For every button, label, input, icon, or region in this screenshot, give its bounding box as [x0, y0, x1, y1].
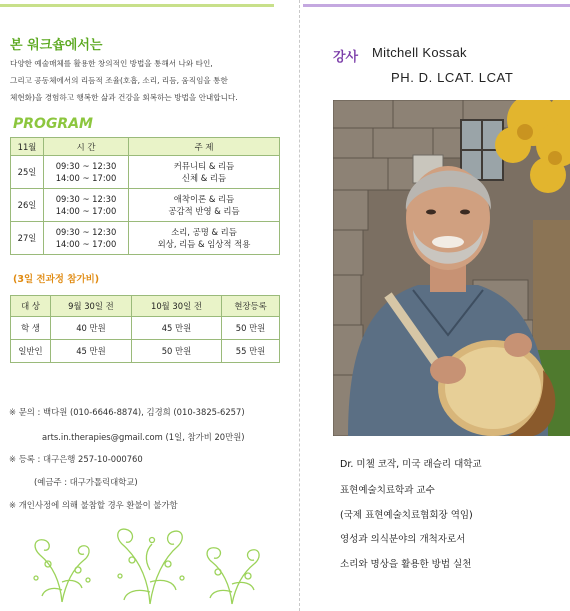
- row-topics: [129, 222, 280, 255]
- intro-line: 다양한 예술매체를 활용한 창의적인 방법을 통해서 나와 타인,: [10, 59, 213, 68]
- header-topic: 주 제: [129, 138, 280, 156]
- refund-info: [9, 499, 178, 511]
- fee-group: 일반인: [11, 340, 51, 363]
- fee-table-header: [11, 296, 280, 317]
- program-table-header: [11, 138, 280, 156]
- row-times: [44, 189, 129, 222]
- row-times: [44, 156, 129, 189]
- fee-table: [10, 295, 280, 363]
- topic: 애착이론 & 리듬: [173, 194, 235, 204]
- register-info: [9, 453, 143, 465]
- table-row: [11, 222, 280, 255]
- program-table: [10, 137, 280, 255]
- header-time: 시 간: [44, 138, 129, 156]
- lecturer-name: Mitchell Kossak: [372, 45, 467, 60]
- program-heading: PROGRAM: [13, 116, 93, 132]
- bio-line: Dr. 미첼 코작, 미국 래슬리 대학교: [340, 459, 482, 470]
- fee-group: 학 생: [11, 317, 51, 340]
- row-day: 26일: [11, 189, 44, 222]
- header-onsite: 현장등록: [222, 296, 280, 317]
- depositor-info: (예금주 : 대구가톨릭대학교): [34, 477, 138, 487]
- workshop-title: 본 워크숍에서는: [10, 38, 103, 53]
- fee-note: (3일 전과정 참가비): [13, 274, 100, 285]
- lecturer-label: 강사: [333, 50, 359, 65]
- fee-cell: 45 만원: [51, 340, 132, 363]
- table-row: [11, 340, 280, 363]
- top-border-left: [0, 4, 274, 7]
- fee-cell: 50 만원: [131, 340, 221, 363]
- topic: 커뮤니티 & 리듬: [173, 161, 235, 171]
- note-mark: ※: [9, 500, 17, 510]
- table-row: [11, 317, 280, 340]
- lecturer-photo-illustration: [333, 100, 570, 436]
- fee-cell: 45 만원: [131, 317, 221, 340]
- row-day: 27일: [11, 222, 44, 255]
- bio-line: 소리와 명상을 활용한 방법 실천: [340, 559, 472, 570]
- register-text: 등록 : 대구은행 257-10-000760: [18, 454, 143, 464]
- topic: 신체 & 리듬: [181, 173, 227, 183]
- time-slot: 14:00 ~ 17:00: [55, 173, 117, 183]
- header-month: 11월: [11, 138, 44, 156]
- intro-line: 체현화)을 경험하고 행복한 삶과 건강을 회복하는 방법을 안내합니다.: [10, 93, 238, 102]
- fee-cell: 50 만원: [222, 317, 280, 340]
- lecturer-degree: PH. D. LCAT. LCAT: [391, 70, 514, 85]
- time-slot: 09:30 ~ 12:30: [55, 227, 117, 237]
- row-day: 25일: [11, 156, 44, 189]
- topic: 공감적 반영 & 리듬: [168, 206, 240, 216]
- intro-text: [10, 55, 292, 106]
- row-topics: [129, 156, 280, 189]
- intro-line: 그리고 공동체에서의 리듬적 조율(호흡, 소리, 리듬, 움직임을 통한: [10, 76, 228, 85]
- time-slot: 09:30 ~ 12:30: [55, 161, 117, 171]
- header-early: 9월 30일 전: [51, 296, 132, 317]
- floral-ornament-icon: [22, 520, 272, 605]
- fee-cell: 40 만원: [51, 317, 132, 340]
- time-slot: 14:00 ~ 17:00: [55, 239, 117, 249]
- contact-info: [9, 406, 245, 418]
- email-info: arts.in.therapies@gmail.com (1일, 참가비 20만원): [42, 432, 245, 442]
- table-row: [11, 156, 280, 189]
- table-row: [11, 189, 280, 222]
- row-topics: [129, 189, 280, 222]
- lecturer-photo: [333, 100, 570, 436]
- time-slot: 14:00 ~ 17:00: [55, 206, 117, 216]
- row-times: [44, 222, 129, 255]
- contact-text: 문의 : 백다원 (010-6646-8874), 김경희 (010-3825-6257): [18, 407, 245, 417]
- header-regular: 10월 30일 전: [131, 296, 221, 317]
- top-border-right: [303, 4, 570, 7]
- topic: 소리, 공명 & 리듬: [171, 227, 237, 237]
- fold-divider: [299, 0, 300, 611]
- note-mark: ※: [9, 407, 17, 417]
- topic: 외상, 리듬 & 임상적 적용: [157, 239, 251, 249]
- bio-line: 표현예술치료학과 교수: [340, 485, 435, 496]
- bio-line: (국제 표현예술치료협회장 역임): [340, 510, 473, 521]
- note-mark: ※: [9, 454, 17, 464]
- refund-text: 개인사정에 의해 불참할 경우 환불이 불가함: [18, 500, 178, 510]
- fee-cell: 55 만원: [222, 340, 280, 363]
- time-slot: 09:30 ~ 12:30: [55, 194, 117, 204]
- header-target: 대 상: [11, 296, 51, 317]
- bio-line: 영성과 의식분야의 개척자로서: [340, 534, 466, 545]
